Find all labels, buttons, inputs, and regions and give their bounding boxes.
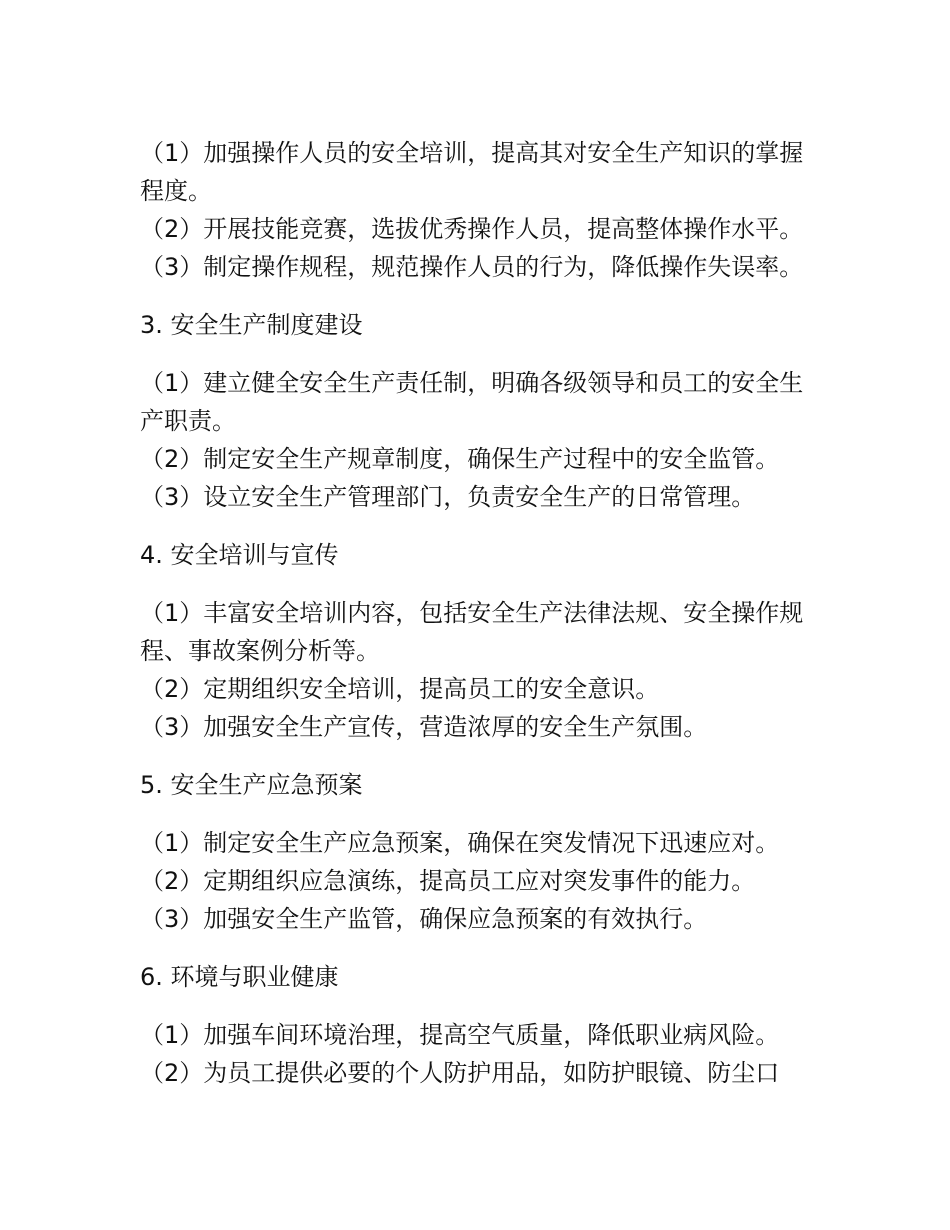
list-item: （2）定期组织安全培训，提高员工的安全意识。 (140, 675, 660, 703)
section-environment (140, 958, 812, 1092)
list-item: （2）定期组织应急演练，提高员工应对突发事件的能力。 (140, 867, 756, 895)
section-heading: 5. 安全生产应急预案 (140, 771, 363, 799)
list-item: （3）加强安全生产监管，确保应急预案的有效执行。 (140, 905, 708, 933)
list-item: （3）加强安全生产宣传，营造浓厚的安全生产氛围。 (140, 713, 708, 741)
list-item: （1）建立健全安全生产责任制，明确各级领导和员工的安全生产职责。 (140, 369, 804, 435)
section-heading: 3. 安全生产制度建设 (140, 311, 363, 339)
list-item: （1）丰富安全培训内容，包括安全生产法律法规、安全操作规程、事故案例分析等。 (140, 599, 804, 665)
section-heading: 6. 环境与职业健康 (140, 963, 339, 991)
section-institution (140, 306, 812, 516)
section-heading: 4. 安全培训与宣传 (140, 541, 339, 569)
list-item: （3）设立安全生产管理部门，负责安全生产的日常管理。 (140, 483, 756, 511)
list-item: （2）开展技能竞赛，选拔优秀操作人员，提高整体操作水平。 (140, 215, 804, 243)
list-item: （1）制定安全生产应急预案，确保在突发情况下迅速应对。 (140, 829, 780, 857)
list-item: （1）加强操作人员的安全培训，提高其对安全生产知识的掌握程度。 (140, 139, 804, 205)
section-emergency (140, 766, 812, 938)
intro-list (140, 134, 812, 286)
list-item: （3）制定操作规程，规范操作人员的行为，降低操作失误率。 (140, 253, 804, 281)
section-training (140, 536, 812, 746)
document-page (140, 134, 812, 1092)
list-item: （2）为员工提供必要的个人防护用品，如防护眼镜、防尘口 (140, 1059, 780, 1087)
list-item: （1）加强车间环境治理，提高空气质量，降低职业病风险。 (140, 1021, 780, 1049)
list-item: （2）制定安全生产规章制度，确保生产过程中的安全监管。 (140, 445, 780, 473)
